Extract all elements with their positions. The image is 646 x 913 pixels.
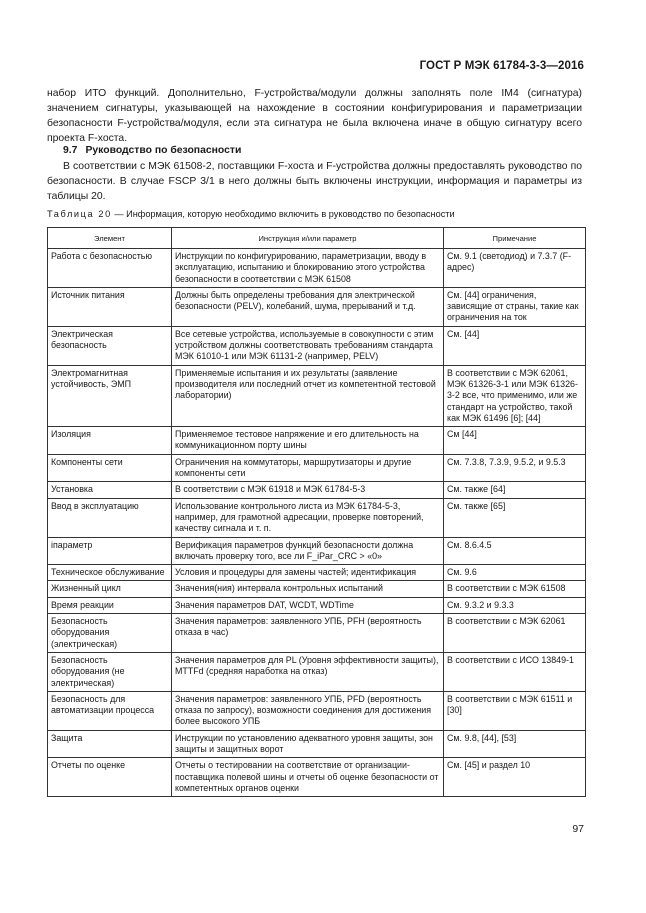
cell-note: См. 8.6.4.5 xyxy=(444,537,586,565)
column-header-element: Элемент xyxy=(48,228,172,249)
paragraph-1: набор ИТО функций. Дополнительно, F-устройства/модули должны заполнять поле IM4 (сигнатура) значением сигнатуры, указывающей на нахождение в состоянии конфигурирования и параметризации безопасности F-устройства/модуля, если эта сигнатура не была включена иначе в общую сигнатуру всего проекта F-хоста. xyxy=(47,88,582,144)
cell-instruction: Значения параметров DAT, WCDT, WDTime xyxy=(172,597,444,613)
table-caption-text: — Информация, которую необходимо включить в руководство по безопасности xyxy=(111,209,455,219)
section-title: Руководство по безопасности xyxy=(85,145,242,156)
table-row xyxy=(48,454,586,482)
cell-instruction: Все сетевые устройства, используемые в совокупности с этим устройством должны соответствовать требованиям стандарта МЭК 61010-1 или МЭК 61131-2 (например, PELV) xyxy=(172,326,444,365)
cell-instruction: Должны быть определены требования для электрической безопасности (PELV), колебаний, шума, прерываний и т.д. xyxy=(172,287,444,326)
document-header: ГОСТ Р МЭК 61784-3-3—2016 xyxy=(419,60,584,72)
table-row xyxy=(48,597,586,613)
table-header-row xyxy=(48,228,586,249)
paragraph-2: В соответствии с МЭК 61508-2, поставщики F-хоста и F-устройства должны предоставлять руководство по безопасности. В случае FSCP 3/1 в него должны быть включены инструкции, информация и параметры из таблицы 20. xyxy=(47,161,582,202)
cell-note: См. 9.6 xyxy=(444,565,586,581)
cell-element: Установка xyxy=(48,482,172,498)
table-row xyxy=(48,365,586,426)
column-header-note: Примечание xyxy=(444,228,586,249)
cell-note: См. 9.8, [44], [53] xyxy=(444,730,586,758)
cell-element: iпараметр xyxy=(48,537,172,565)
cell-note: В соответствии с МЭК 62061, МЭК 61326-3-1 или МЭК 61326-3-2 все, что применимо, или же стандарт на устройство, такой как МЭК 61496 [6]; [44] xyxy=(444,365,586,426)
section-number: 9.7 xyxy=(63,145,78,156)
table-row xyxy=(48,652,586,691)
cell-note: См. 9.3.2 и 9.3.3 xyxy=(444,597,586,613)
cell-element: Электрическая безопасность xyxy=(48,326,172,365)
table-caption xyxy=(47,209,587,219)
cell-instruction: Ограничения на коммутаторы, маршрутизаторы и другие компоненты сети xyxy=(172,454,444,482)
cell-note: См. 9.1 (светодиод) и 7.3.7 (F-адрес) xyxy=(444,249,586,288)
table-row xyxy=(48,730,586,758)
cell-element: Время реакции xyxy=(48,597,172,613)
cell-instruction: В соответствии с МЭК 61918 и МЭК 61784-5-3 xyxy=(172,482,444,498)
safety-manual-table xyxy=(47,227,586,797)
cell-element: Безопасность для автоматизации процесса xyxy=(48,691,172,730)
table-body xyxy=(48,249,586,797)
table-row xyxy=(48,287,586,326)
cell-note: В соответствии с МЭК 61511 и [30] xyxy=(444,691,586,730)
cell-element: Компоненты сети xyxy=(48,454,172,482)
cell-note: В соответствии с ИСО 13849-1 xyxy=(444,652,586,691)
cell-element: Защита xyxy=(48,730,172,758)
cell-note: См. [44] xyxy=(444,326,586,365)
cell-instruction: Значения параметров для PL (Уровня эффективности защиты), MTTFd (средняя наработка на отказ) xyxy=(172,652,444,691)
cell-element: Ввод в эксплуатацию xyxy=(48,498,172,537)
column-header-instruction: Инструкция и/или параметр xyxy=(172,228,444,249)
cell-element: Электромагнитная устойчивость, ЭМП xyxy=(48,365,172,426)
table-row xyxy=(48,691,586,730)
cell-note: См [44] xyxy=(444,427,586,455)
section-heading xyxy=(63,145,241,156)
cell-note: См. [45] и раздел 10 xyxy=(444,758,586,797)
cell-instruction: Верификация параметров функций безопасности должна включать проверку того, все ли F_iPar_CRC > «0» xyxy=(172,537,444,565)
cell-note: См. также [64] xyxy=(444,482,586,498)
cell-element: Техническое обслуживание xyxy=(48,565,172,581)
cell-note: В соответствии с МЭК 62061 xyxy=(444,614,586,653)
cell-note: В соответствии с МЭК 61508 xyxy=(444,581,586,597)
cell-instruction: Значения параметров: заявленного УПБ, PFD (вероятность отказа по запросу), возможности соединения для достижения более высокого УПБ xyxy=(172,691,444,730)
table-row xyxy=(48,427,586,455)
page-number: 97 xyxy=(572,823,584,835)
table-row xyxy=(48,614,586,653)
table-row xyxy=(48,581,586,597)
table-row xyxy=(48,565,586,581)
cell-element: Жизненный цикл xyxy=(48,581,172,597)
cell-element: Работа с безопасностью xyxy=(48,249,172,288)
table-row xyxy=(48,482,586,498)
cell-instruction: Использование контрольного листа из МЭК 61784-5-3, например, для грамотной адресации, проверке повторений, качеству сигнала и т. п. xyxy=(172,498,444,537)
cell-instruction: Применяемое тестовое напряжение и его длительность на коммуникационном порту шины xyxy=(172,427,444,455)
cell-instruction: Значения параметров: заявленного УПБ, PFH (вероятность отказа в час) xyxy=(172,614,444,653)
table-row xyxy=(48,498,586,537)
cell-element: Изоляция xyxy=(48,427,172,455)
cell-note: См. 7.3.8, 7.3.9, 9.5.2, и 9.5.3 xyxy=(444,454,586,482)
cell-element: Источник питания xyxy=(48,287,172,326)
cell-element: Безопасность оборудования (электрическая) xyxy=(48,614,172,653)
table-row xyxy=(48,326,586,365)
cell-instruction: Значения(ния) интервала контрольных испытаний xyxy=(172,581,444,597)
cell-instruction: Отчеты о тестировании на соответствие от организации-поставщика полевой шины и отчеты об оценке безопасности от компетентных органов оценки xyxy=(172,758,444,797)
table-row xyxy=(48,537,586,565)
cell-instruction: Инструкции по конфигурированию, параметризации, вводу в эксплуатацию, испытанию и блокированию этого устройства безопасности в соответствии с МЭК 61508 xyxy=(172,249,444,288)
cell-instruction: Инструкции по установлению адекватного уровня защиты, зон защиты и защитных ворот xyxy=(172,730,444,758)
cell-element: Отчеты по оценке xyxy=(48,758,172,797)
table-caption-label: Таблица 20 xyxy=(47,209,112,219)
cell-note: См. также [65] xyxy=(444,498,586,537)
table-row xyxy=(48,249,586,288)
cell-instruction: Применяемые испытания и их результаты (заявление производителя или последний отчет из компетентной тестовой лаборатории) xyxy=(172,365,444,426)
cell-instruction: Условия и процедуры для замены частей; идентификация xyxy=(172,565,444,581)
cell-element: Безопасность оборудования (не электрическая) xyxy=(48,652,172,691)
table-row xyxy=(48,758,586,797)
cell-note: См. [44] ограничения, зависящие от страны, такие как ограничения на ток xyxy=(444,287,586,326)
